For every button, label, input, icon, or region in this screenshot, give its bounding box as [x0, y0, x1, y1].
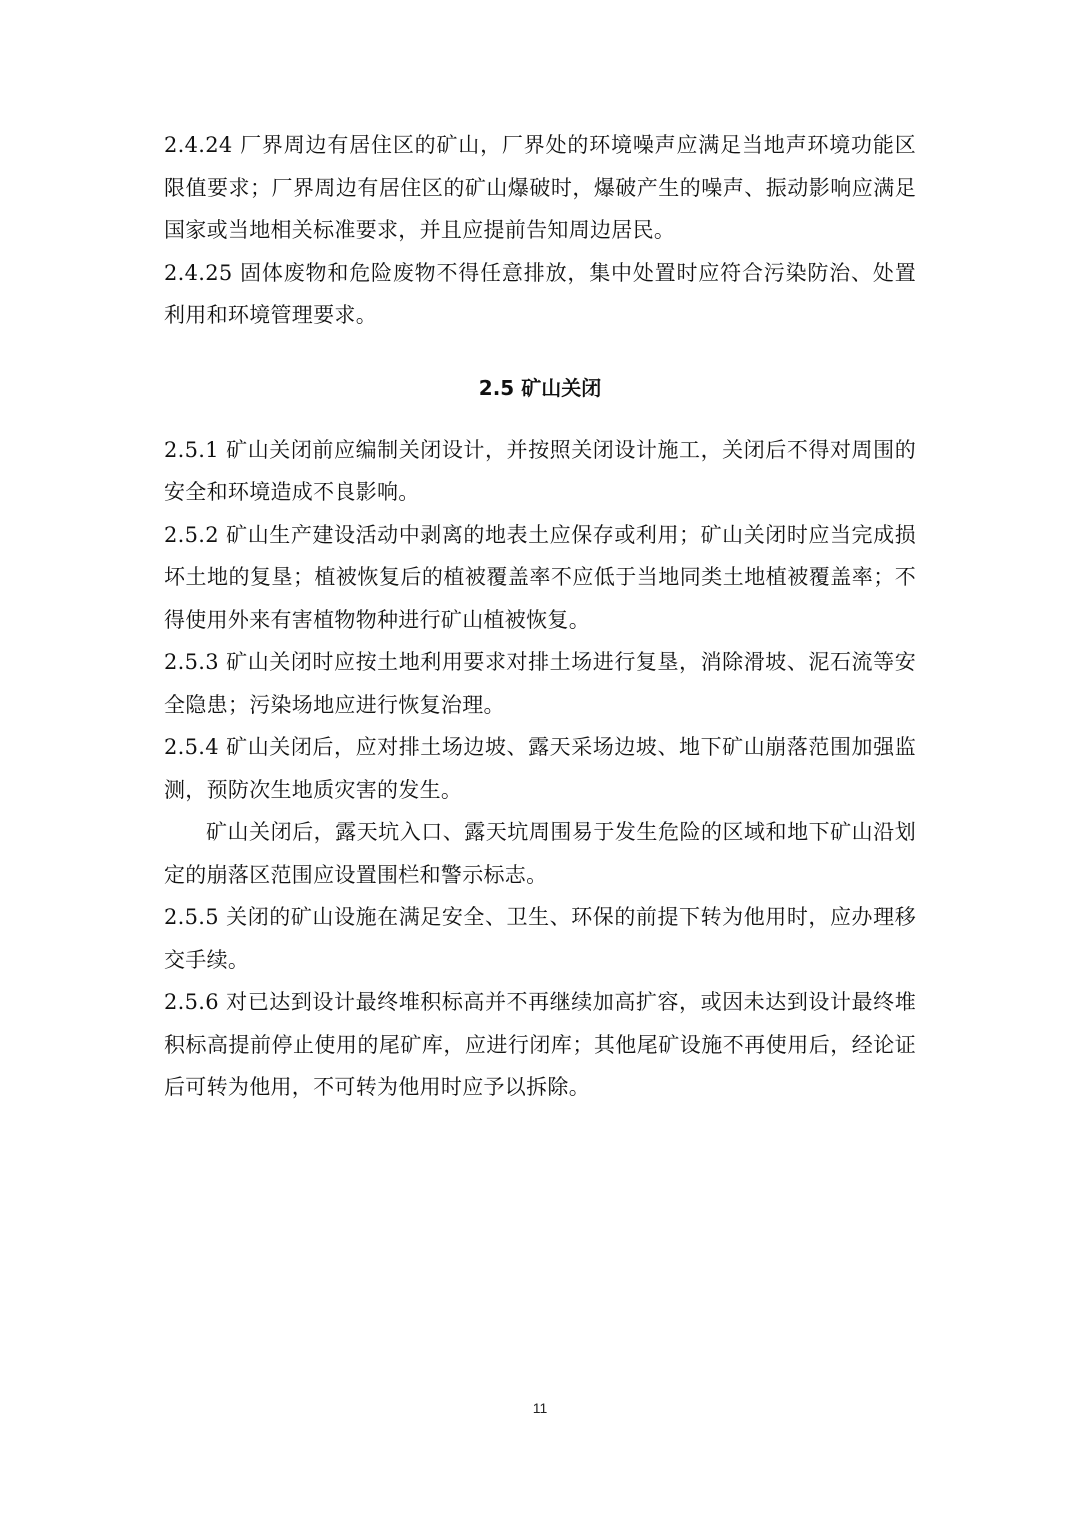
section-heading-2-5: 2.5 矿山关闭: [478, 375, 602, 400]
clause-2-5-5: 2.5.5 关闭的矿山设施在满足安全、卫生、环保的前提下转为他用时，应办理移交手续。: [164, 905, 916, 972]
clause-2-5-4-continuation: 矿山关闭后，露天坑入口、露天坑周围易于发生危险的区域和地下矿山沿划定的崩落区范围应设置围栏和警示标志。: [164, 820, 916, 887]
clause-2-5-3: 2.5.3 矿山关闭时应按土地利用要求对排土场进行复垦，消除滑坡、泥石流等安全隐患；污染场地应进行恢复治理。: [164, 650, 916, 717]
clause-2-5-4: 2.5.4 矿山关闭后，应对排土场边坡、露天采场边坡、地下矿山崩落范围加强监测，预防次生地质灾害的发生。: [164, 735, 916, 802]
page-content: [164, 124, 916, 1109]
clause-2-4-25: 2.4.25 固体废物和危险废物不得任意排放，集中处置时应符合污染防治、处置利用和环境管理要求。: [164, 260, 916, 327]
clause-2-4-24: 2.4.24 厂界周边有居住区的矿山，厂界处的环境噪声应满足当地声环境功能区限值要求；厂界周边有居住区的矿山爆破时，爆破产生的噪声、振动影响应满足国家或当地相关标准要求，并且应提前告知周边居民。: [164, 133, 916, 242]
clause-2-5-6: 2.5.6 对已达到设计最终堆积标高并不再继续加高扩容，或因未达到设计最终堆积标高提前停止使用的尾矿库，应进行闭库；其他尾矿设施不再使用后，经论证后可转为他用，不可转为他用时应予以拆除。: [164, 990, 916, 1099]
clause-2-5-2: 2.5.2 矿山生产建设活动中剥离的地表土应保存或利用；矿山关闭时应当完成损坏土地的复垦；植被恢复后的植被覆盖率不应低于当地同类土地植被覆盖率；不得使用外来有害植物物种进行矿山植被恢复。: [164, 522, 916, 632]
clause-2-5-1: 2.5.1 矿山关闭前应编制关闭设计，并按照关闭设计施工，关闭后不得对周围的安全和环境造成不良影响。: [164, 437, 916, 504]
page-number: 11: [532, 1400, 548, 1416]
